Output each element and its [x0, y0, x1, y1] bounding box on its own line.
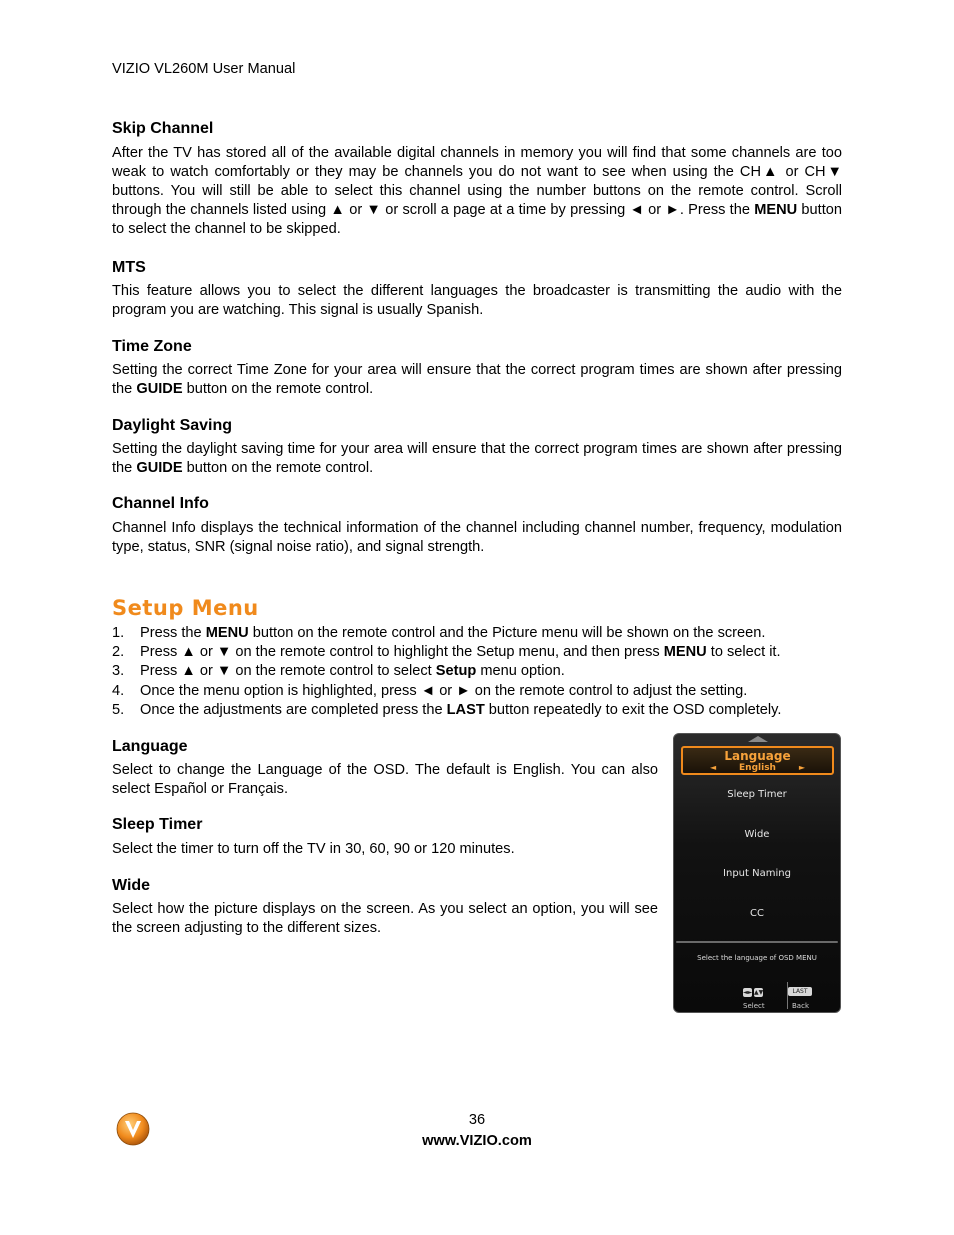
scroll-up-icon — [748, 736, 768, 742]
osd-item: Wide — [744, 829, 770, 840]
osd-hint: Select the language of OSD MENU — [697, 954, 817, 962]
language-body: Select to change the Language of the OSD. The default is English. You can also select Español or Français. — [112, 762, 658, 797]
mts-heading: MTS — [112, 259, 146, 276]
select-left-right-icon: ◄► — [743, 989, 753, 996]
osd-selected-title: Language — [724, 749, 791, 763]
time-zone-body: Setting the correct Time Zone for your area will ensure that the correct program times are shown after pressing the GUIDE button on the remote control. — [112, 362, 842, 397]
setup-step: 3. Press ▲ or ▼ on the remote control to select Setup menu option. — [112, 663, 565, 680]
website-link[interactable]: www.VIZIO.com — [422, 1133, 532, 1149]
wide-heading: Wide — [112, 877, 151, 894]
language-heading: Language — [112, 738, 188, 755]
setup-step: 4. Once the menu option is highlighted, press ◄ or ► on the remote control to adjust the setting. — [112, 682, 748, 699]
sleep-timer-heading: Sleep Timer — [112, 816, 203, 833]
sleep-timer-body: Select the timer to turn off the TV in 30, 60, 90 or 120 minutes. — [112, 841, 515, 857]
osd-selected-value: English — [739, 763, 776, 773]
channel-info-heading: Channel Info — [112, 495, 209, 512]
header-title: VIZIO VL260M User Manual — [112, 61, 296, 77]
select-up-down-icon: ▲▼ — [754, 989, 764, 996]
daylight-saving-heading: Daylight Saving — [112, 417, 233, 434]
last-key-icon: LAST — [788, 987, 812, 996]
time-zone-heading: Time Zone — [112, 338, 192, 355]
skip-channel-heading: Skip Channel — [112, 120, 214, 137]
skip-channel-body: After the TV has stored all of the available digital channels in memory you will find that some channels are too weak to watch comfortably or they may be channels you do not want to see when using the CH▲ or CH▼ buttons. You will still be able to select this channel using the number buttons on the remote control. Scroll through the channels listed using ▲ or ▼ or scroll a page at a time by pressing ◄ or ►. Press the MENU button to select the channel to be skipped. — [112, 145, 843, 237]
osd-item: Input Naming — [723, 868, 791, 879]
osd-item: CC — [750, 908, 764, 919]
osd-back-label: Back — [792, 1002, 809, 1010]
osd-select-label: Select — [743, 1002, 765, 1010]
setup-menu-title: Setup Menu — [112, 596, 259, 620]
arrow-right-icon: ► — [798, 763, 805, 772]
osd-item: Sleep Timer — [727, 789, 787, 800]
arrow-left-icon: ◄ — [710, 763, 717, 772]
setup-step: 5. Once the adjustments are completed press the LAST button repeatedly to exit the OSD completely. — [112, 701, 782, 718]
setup-step: 2. Press ▲ or ▼ on the remote control to highlight the Setup menu, and then press MENU to select it. — [112, 644, 781, 661]
wide-body: Select how the picture displays on the screen. As you select an option, you will see the screen adjusting to the different sizes. — [112, 901, 658, 936]
mts-body: This feature allows you to select the different languages the broadcaster is transmitting the audio with the program you are watching. This signal is usually Spanish. — [112, 283, 842, 318]
page-number: 36 — [468, 1112, 486, 1128]
osd-setup-menu-image — [673, 733, 841, 1013]
setup-steps-list — [112, 624, 852, 720]
osd-selected-item — [681, 746, 834, 775]
osd-divider — [676, 941, 838, 943]
channel-info-body: Channel Info displays the technical information of the channel including channel number, frequency, modulation type, status, SNR (signal noise ratio), and signal strength. — [112, 520, 842, 555]
setup-step: 1. Press the MENU button on the remote control and the Picture menu will be shown on the screen. — [112, 625, 766, 641]
daylight-saving-body: Setting the daylight saving time for your area will ensure that the correct program times are shown after pressing the GUIDE button on the remote control. — [112, 441, 842, 476]
